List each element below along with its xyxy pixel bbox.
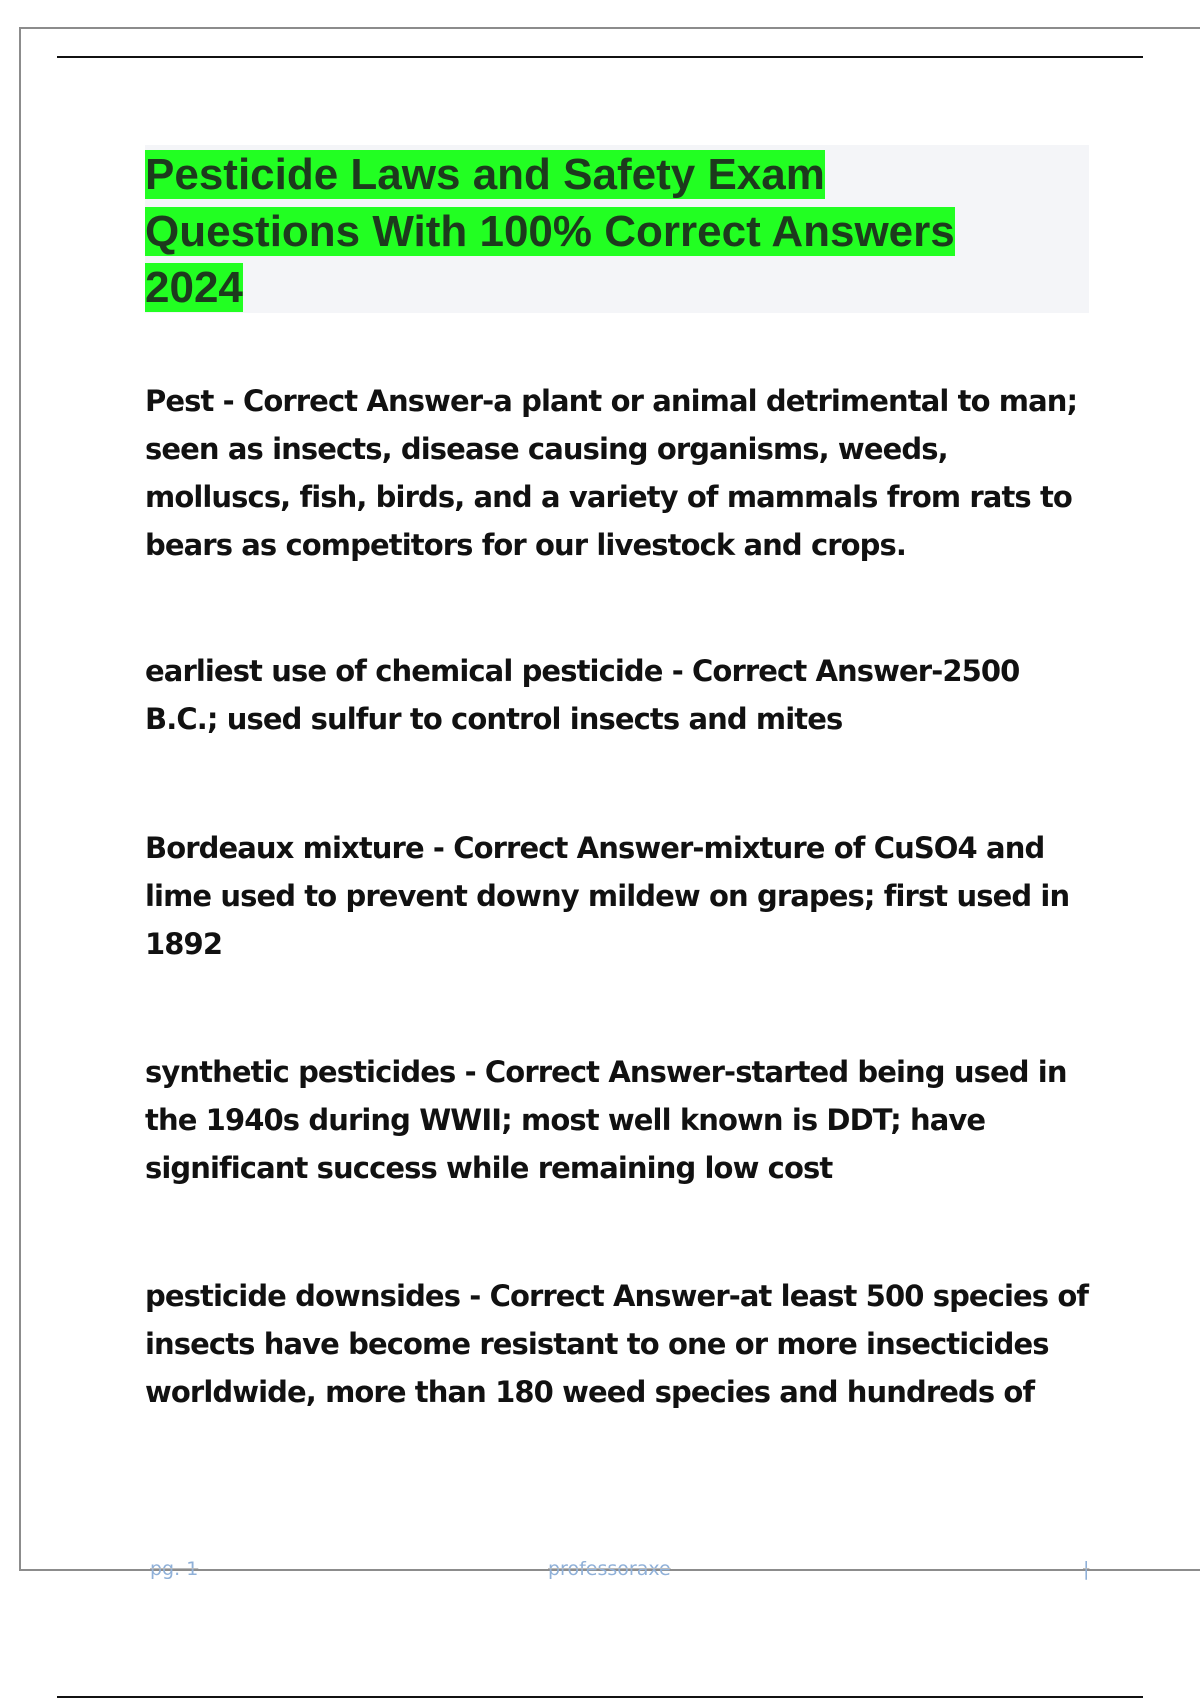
- footer-mark: |: [1083, 1558, 1090, 1580]
- qa-entry-bordeaux-mixture: Bordeaux mixture - Correct Answer-mixture of CuSO4 and lime used to prevent downy mildew on grapes; first used in 1892: [145, 831, 1070, 961]
- header-rule: [57, 56, 1143, 58]
- qa-entry-pesticide-downsides: pesticide downsides - Correct Answer-at least 500 species of insects have become resistant to one or more insecticides worldwide, more than 180 weed species and hundreds of: [145, 1279, 1089, 1409]
- document-title: [145, 147, 1045, 317]
- footer-author: professoraxe: [548, 1558, 671, 1580]
- footer-page-number: pg. 1: [150, 1558, 199, 1580]
- qa-entry-earliest-chemical-pesticide: earliest use of chemical pesticide - Correct Answer-2500 B.C.; used sulfur to control insects and mites: [145, 654, 1020, 736]
- document-title-highlight: Pesticide Laws and Safety Exam Questions With 100% Correct Answers 2024: [145, 150, 955, 312]
- qa-entry-synthetic-pesticides: synthetic pesticides - Correct Answer-started being used in the 1940s during WWII; most well known is DDT; have significant success while remaining low cost: [145, 1055, 1067, 1185]
- footer-rule: [57, 1696, 1143, 1698]
- qa-entry-pest: Pest - Correct Answer-a plant or animal detrimental to man; seen as insects, disease causing organisms, weeds, molluscs, fish, birds, and a variety of mammals from rats to bears as competitors for our livestock and crops.: [145, 384, 1078, 562]
